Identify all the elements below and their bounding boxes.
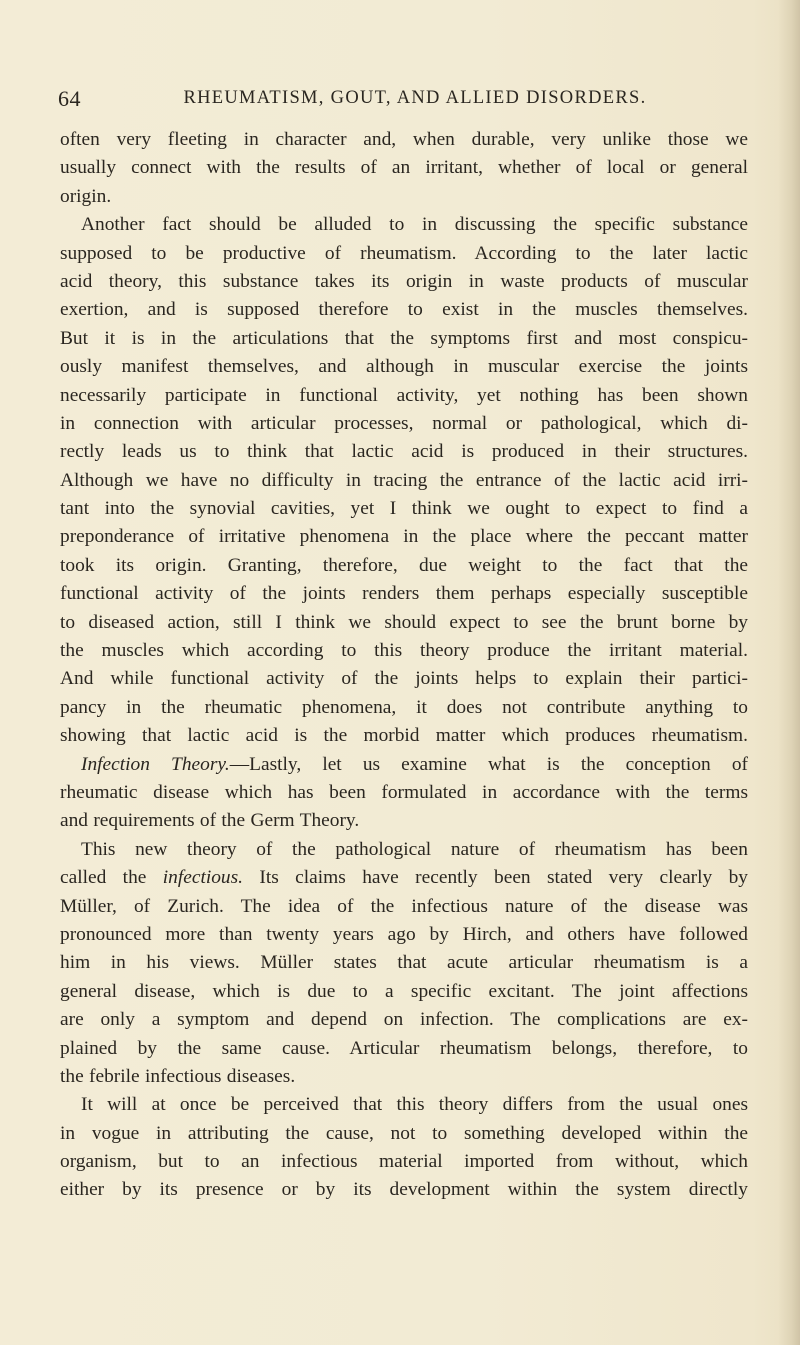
text-line: are only a symptom and depend on infection. The complications are ex- — [60, 1009, 748, 1031]
text-line: organism, but to an infectious material imported from without, which — [60, 1151, 748, 1173]
text-line: exertion, and is supposed therefore to exist in the muscles themselves. — [60, 299, 748, 321]
text-line: origin. — [60, 185, 112, 207]
text-line: the muscles which according to this theory produce the irritant material. — [60, 640, 748, 662]
text-line: functional activity of the joints renders them perhaps especially susceptible — [60, 583, 748, 605]
page-edge-shadow — [778, 0, 800, 1345]
text-line: plained by the same cause. Articular rheumatism belongs, therefore, to — [60, 1037, 748, 1059]
text-span: called the — [60, 867, 163, 889]
page-number: 64 — [58, 86, 81, 111]
text-line: preponderance of irritative phenomena in the place where the peccant matter — [60, 526, 748, 548]
text-span: Its claims have recently been stated very clearly by — [243, 867, 748, 889]
text-line: usually connect with the results of an irritant, whether of local or general — [60, 157, 748, 179]
text-line: It will at once be perceived that this theory differs from the usual ones — [81, 1094, 748, 1116]
text-span: —Lastly, let us examine what is the conception of — [229, 753, 748, 775]
text-line: took its origin. Granting, therefore, due weight to the fact that the — [60, 554, 748, 576]
text-line: in connection with articular processes, normal or pathological, which di- — [60, 412, 748, 434]
text-line: pronounced more than twenty years ago by Hirch, and others have followed — [60, 923, 748, 945]
text-line — [60, 864, 748, 892]
page-header — [58, 86, 748, 116]
text-line: him in his views. Müller states that acute articular rheumatism is a — [60, 952, 748, 974]
text-line: general disease, which is due to a specific excitant. The joint affections — [60, 980, 748, 1002]
text-line: in vogue in attributing the cause, not to something developed within the — [60, 1122, 748, 1144]
text-line: to diseased action, still I think we should expect to see the brunt borne by — [60, 611, 748, 633]
text-line: tant into the synovial cavities, yet I think we ought to expect to find a — [60, 498, 748, 520]
text-line: Müller, of Zurich. The idea of the infectious nature of the disease was — [60, 895, 748, 917]
text-line: Another fact should be alluded to in discussing the specific substance — [81, 214, 748, 236]
text-line: often very fleeting in character and, when durable, very unlike those we — [60, 129, 748, 150]
section-heading-infection-theory: Infection Theory. — [81, 753, 230, 775]
text-line: supposed to be productive of rheumatism. According to the later lactic — [60, 242, 748, 264]
text-line: the febrile infectious diseases. — [60, 1065, 296, 1087]
text-line: But it is in the articulations that the symptoms first and most conspicu- — [60, 327, 748, 349]
text-line: either by its presence or by its development within the system directly — [60, 1179, 748, 1201]
text-line: necessarily participate in functional activity, yet nothing has been shown — [60, 384, 748, 406]
body-text — [60, 126, 748, 1205]
text-line: rheumatic disease which has been formulated in accordance with the terms — [60, 781, 748, 803]
text-line: and requirements of the Germ Theory. — [60, 810, 360, 832]
text-line: And while functional activity of the joints helps to explain their partici- — [60, 668, 748, 690]
text-line — [60, 751, 748, 779]
running-title: RHEUMATISM, GOUT, AND ALLIED DISORDERS. — [183, 88, 647, 108]
emphasis-infectious: infectious. — [162, 867, 244, 889]
text-line: Although we have no difficulty in tracing the entrance of the lactic acid irri- — [60, 469, 748, 491]
text-line: showing that lactic acid is the morbid matter which produces rheumatism. — [60, 725, 748, 747]
text-line: pancy in the rheumatic phenomena, it does not contribute anything to — [60, 696, 748, 718]
text-line: ously manifest themselves, and although in muscular exercise the joints — [60, 356, 748, 378]
text-line: acid theory, this substance takes its origin in waste products of muscular — [60, 270, 748, 292]
text-line: This new theory of the pathological nature of rheumatism has been — [81, 838, 748, 860]
text-line: rectly leads us to think that lactic acid is produced in their structures. — [60, 441, 748, 463]
